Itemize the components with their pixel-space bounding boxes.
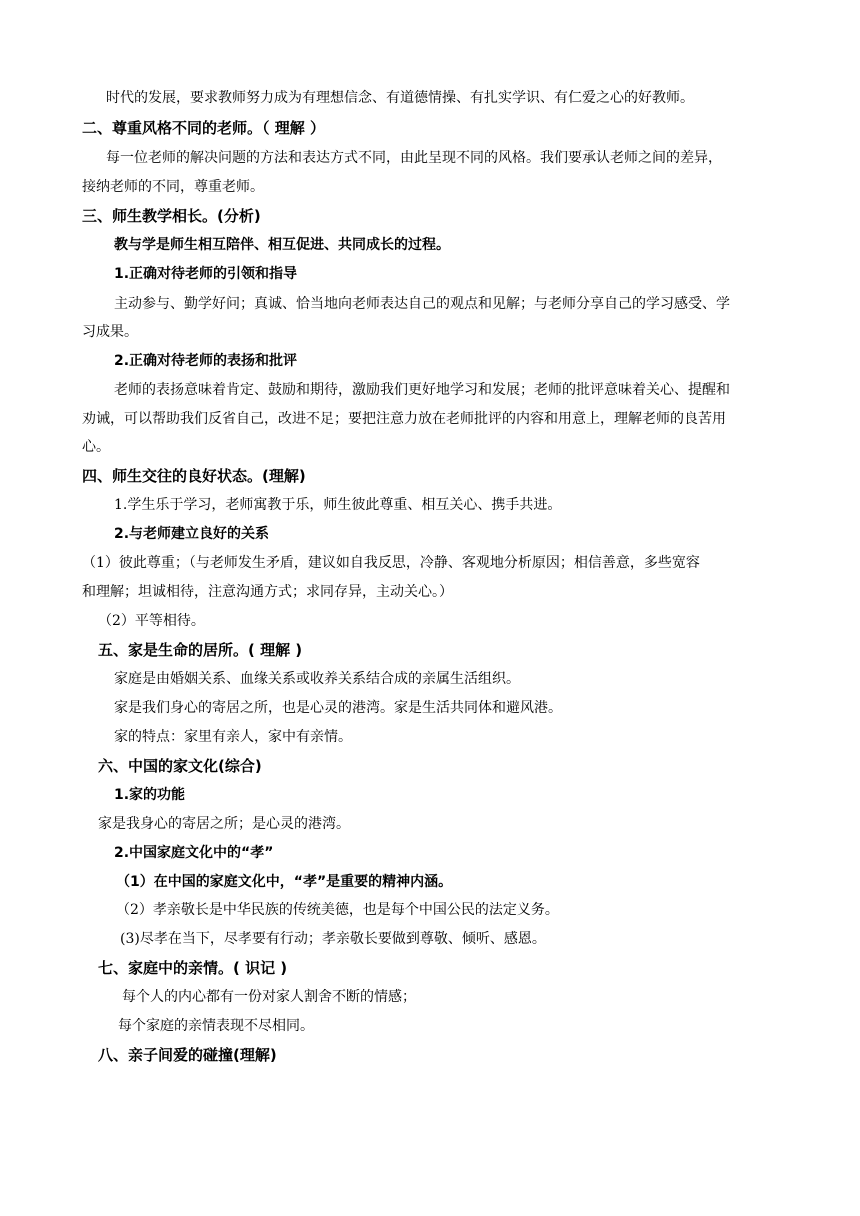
subheading: 2.与老师建立良好的关系 [114, 526, 270, 542]
paragraph-line: （2）孝亲敬长是中华民族的传统美德，也是每个中国公民的法定义务。 [116, 902, 559, 918]
section-heading: 六、中国的家文化(综合) [98, 757, 262, 775]
section-heading: 四、师生交往的良好状态。(理解) [82, 467, 306, 485]
paragraph-line: 心。 [82, 439, 110, 455]
section-heading: 二、尊重风格不同的老师。（ 理解 ） [82, 119, 325, 137]
paragraph-line: 家是我身心的寄居之所；是心灵的港湾。 [98, 816, 350, 832]
subheading: 2.中国家庭文化中的“孝” [114, 845, 274, 861]
paragraph-line: 1.学生乐于学习，老师寓教于乐，师生彼此尊重、相互关心、携手共进。 [114, 497, 562, 513]
paragraph-line: 接纳老师的不同，尊重老师。 [82, 179, 264, 195]
paragraph-line: 家是我们身心的寄居之所，也是心灵的港湾。家是生活共同体和避风港。 [114, 700, 562, 716]
bold-statement: 教与学是师生相互陪伴、相互促进、共同成长的过程。 [114, 237, 450, 253]
paragraph-line: 每个人的内心都有一份对家人割舍不断的情感； [122, 989, 416, 1005]
section-heading: 三、师生教学相长。(分析) [82, 207, 261, 225]
paragraph-line: 时代的发展，要求教师努力成为有理想信念、有道德情操、有扎实学识、有仁爱之心的好教师。 [106, 90, 694, 106]
paragraph-line: 家的特点：家里有亲人，家中有亲情。 [114, 729, 352, 745]
paragraph-line: （1）彼此尊重；（与老师发生矛盾，建议如自我反思，冷静、客观地分析原因；相信善意，多些宽容 [82, 555, 700, 571]
paragraph-line: （2）平等相待。 [98, 613, 205, 629]
subheading: 2.正确对待老师的表扬和批评 [114, 353, 298, 369]
paragraph-line: 习成果。 [82, 324, 138, 340]
paragraph-line: 每一位老师的解决问题的方法和表达方式不同，由此呈现不同的风格。我们要承认老师之间的差异， [106, 150, 722, 166]
paragraph-line: (3)尽孝在当下，尽孝要有行动；孝亲敬长要做到尊敬、倾听、感恩。 [120, 931, 546, 947]
subheading: 1.家的功能 [114, 787, 186, 803]
section-heading: 五、家是生命的居所。( 理解 ) [98, 641, 303, 659]
subheading: 1.正确对待老师的引领和指导 [114, 266, 298, 282]
paragraph-line: 劝诫，可以帮助我们反省自己，改进不足；要把注意力放在老师批评的内容和用意上，理解老师的良苦用 [82, 411, 726, 427]
section-heading: 八、亲子间爱的碰撞(理解) [98, 1046, 277, 1064]
paragraph-line: 家庭是由婚姻关系、血缘关系或收养关系结合成的亲属生活组织。 [114, 671, 520, 687]
bold-statement: （1）在中国的家庭文化中，“孝”是重要的精神内涵。 [116, 874, 453, 890]
paragraph-line: 每个家庭的亲情表现不尽相同。 [118, 1018, 314, 1034]
paragraph-line: 和理解；坦诚相待，注意沟通方式；求同存异，主动关心。） [82, 584, 453, 600]
paragraph-line: 主动参与、勤学好问；真诚、恰当地向老师表达自己的观点和见解；与老师分享自己的学习感受、学 [114, 296, 730, 312]
paragraph-line: 老师的表扬意味着肯定、鼓励和期待，激励我们更好地学习和发展；老师的批评意味着关心、提醒和 [114, 382, 730, 398]
section-heading: 七、家庭中的亲情。( 识记 ) [98, 959, 288, 977]
